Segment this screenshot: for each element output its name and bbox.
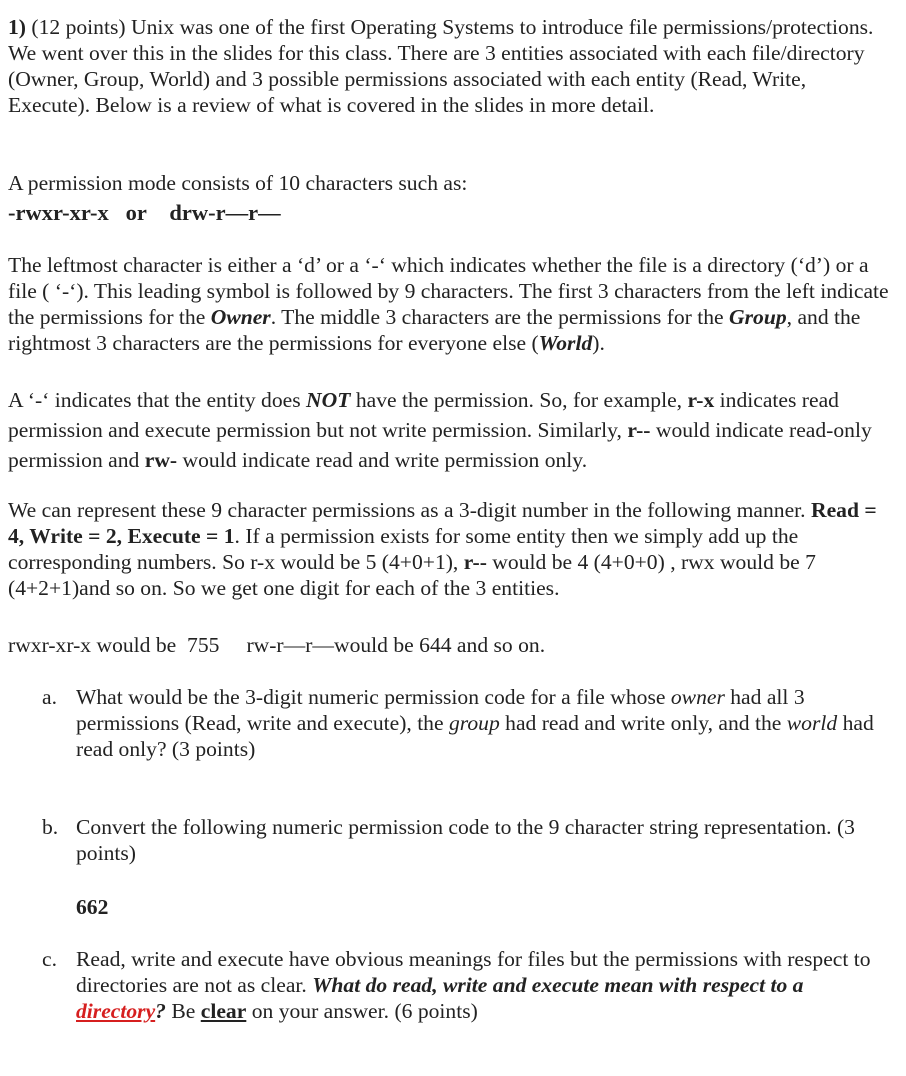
not-term: NOT xyxy=(306,388,351,412)
mode-example-1: -rwxr-xr-x xyxy=(8,200,109,225)
leftmost-text-c: , and the rightmost 3 characters are the permissions for everyone else ( xyxy=(8,305,861,355)
question-number: 1) xyxy=(8,15,26,39)
dash-paragraph xyxy=(8,385,893,475)
part-a-text-b: had all 3 permissions (Read, write and execute), the xyxy=(76,685,805,735)
part-a-text-d: had read only? (3 points) xyxy=(76,711,874,761)
examples-line xyxy=(8,632,893,658)
world-term: World xyxy=(538,331,593,355)
part-c-text xyxy=(76,946,886,1024)
numeric-text-a: We can represent these 9 character permissions as a 3-digit number in the following manner. xyxy=(8,498,811,522)
dash-text-b: have the permission. So, for example, xyxy=(350,388,688,412)
part-c-text-b: Be xyxy=(165,999,201,1023)
dash-text-c: indicates read permission and execute permission but not write permission. Similarly, xyxy=(8,388,839,442)
numeric-values: Read = 4, Write = 2, Execute = 1 xyxy=(8,498,877,548)
numeric-text-b: . If a permission exists for some entity then we simply add up the corresponding numbers. So r-x would be 5 (4+0+1), xyxy=(8,524,799,574)
part-c-text-a: Read, write and execute have obvious meanings for files but the permissions with respect to directories are not as clear. xyxy=(76,947,871,997)
rx-term: r-x xyxy=(687,388,715,412)
numeric-text-c: would be 4 (4+0+0) , rwx would be 7 (4+2+1)and so on. So we get one digit for each of the 3 entities. xyxy=(8,550,816,600)
owner-term: Owner xyxy=(210,305,271,329)
part-a-world: world xyxy=(786,711,838,735)
question-intro-text: Unix was one of the first Operating Systems to introduce file permissions/protections. We went over this in the slides for this class. There are 3 entities associated with each file/directory (Owner, Group, World) and 3 possible permissions associated with each entity (Read, Write, Execute). Below is a review of what is covered in the slides in more detail. xyxy=(8,15,874,117)
part-c-qmark: ? xyxy=(155,999,166,1023)
mode-or: or xyxy=(125,200,147,225)
part-a-text xyxy=(76,684,886,762)
part-a-text-a: What would be the 3-digit numeric permission code for a file whose xyxy=(76,685,671,709)
leftmost-text-b: . The middle 3 characters are the permissions for the xyxy=(270,305,730,329)
part-b-code: 662 xyxy=(76,895,109,919)
r-term: r-- xyxy=(627,418,651,442)
mode-example-2: drw-r—r— xyxy=(169,200,281,225)
leftmost-text-d: ). xyxy=(592,331,605,355)
mode-examples xyxy=(8,200,893,226)
numeric-paragraph xyxy=(8,497,893,601)
question-points: (12 points) xyxy=(31,15,126,39)
part-b-marker: b. xyxy=(42,815,59,839)
part-a-owner: owner xyxy=(670,685,725,709)
group-term: Group xyxy=(729,305,787,329)
part-a-text-c: had read and write only, and the xyxy=(499,711,787,735)
dash-text-a: A ‘-‘ indicates that the entity does xyxy=(8,388,307,412)
example-644: rw-r—r—would be 644 and so on. xyxy=(246,633,546,657)
numeric-r-term: r-- xyxy=(463,550,487,574)
part-c-clear: clear xyxy=(200,999,247,1023)
part-c-text-c: on your answer. (6 points) xyxy=(246,999,478,1023)
part-c-question: What do read, write and execute mean with respect to a xyxy=(312,973,804,997)
part-c-directory: directory xyxy=(76,999,156,1023)
part-b-text: Convert the following numeric permission code to the 9 character string representation. (3 points) xyxy=(76,815,855,865)
rw-term: rw- xyxy=(144,448,178,472)
dash-text-e: would indicate read and write permission only. xyxy=(177,448,588,472)
leftmost-text-a: The leftmost character is either a ‘d’ or a ‘-‘ which indicates whether the file is a directory (‘d’) or a file ( ‘-‘). This leading symbol is followed by 9 characters. The first 3 characters from the left indicate the permissions for the xyxy=(8,253,889,329)
dash-text-d: would indicate read-only permission and xyxy=(8,418,872,472)
mode-line: A permission mode consists of 10 characters such as: xyxy=(8,171,468,195)
part-a-group: group xyxy=(448,711,500,735)
part-a-marker: a. xyxy=(42,685,57,709)
question-intro xyxy=(8,14,893,118)
part-c-marker: c. xyxy=(42,947,57,971)
example-755: rwxr-xr-x would be 755 xyxy=(8,633,220,657)
leftmost-paragraph xyxy=(8,252,893,356)
